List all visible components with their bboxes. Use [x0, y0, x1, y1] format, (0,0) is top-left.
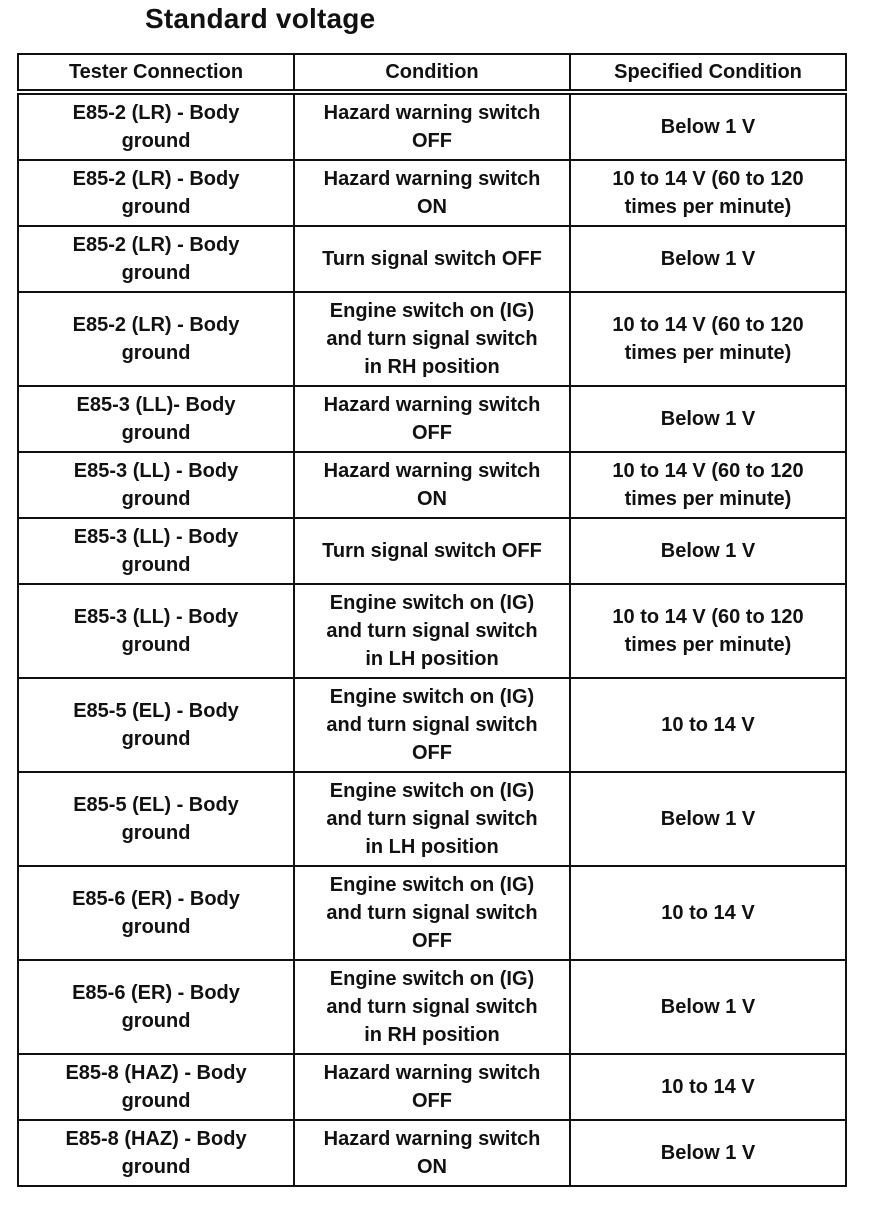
cell-specified-condition: Below 1 V: [570, 1120, 846, 1186]
table-row: [18, 584, 846, 678]
cell-tester-connection: E85-3 (LL)- Body ground: [18, 386, 294, 452]
table-row: [18, 1120, 846, 1186]
table-row: [18, 1054, 846, 1120]
cell-specified-condition: 10 to 14 V: [570, 678, 846, 772]
cell-tester-connection: E85-2 (LR) - Body ground: [18, 92, 294, 160]
cell-specified-condition: Below 1 V: [570, 772, 846, 866]
cell-specified-condition: Below 1 V: [570, 386, 846, 452]
cell-specified-condition: 10 to 14 V: [570, 1054, 846, 1120]
cell-condition: Engine switch on (IG) and turn signal switch OFF: [294, 866, 570, 960]
cell-tester-connection: E85-8 (HAZ) - Body ground: [18, 1054, 294, 1120]
table-row: [18, 292, 846, 386]
table-row: [18, 386, 846, 452]
cell-condition: Hazard warning switch ON: [294, 160, 570, 226]
cell-tester-connection: E85-2 (LR) - Body ground: [18, 292, 294, 386]
cell-condition: Engine switch on (IG) and turn signal switch in RH position: [294, 960, 570, 1054]
cell-tester-connection: E85-8 (HAZ) - Body ground: [18, 1120, 294, 1186]
cell-specified-condition: 10 to 14 V: [570, 866, 846, 960]
table-row: [18, 960, 846, 1054]
header-condition: Condition: [294, 54, 570, 92]
cell-tester-connection: E85-2 (LR) - Body ground: [18, 160, 294, 226]
cell-specified-condition: 10 to 14 V (60 to 120 times per minute): [570, 584, 846, 678]
table-row: [18, 226, 846, 292]
cell-tester-connection: E85-5 (EL) - Body ground: [18, 772, 294, 866]
cell-condition: Hazard warning switch OFF: [294, 92, 570, 160]
table-row: [18, 518, 846, 584]
cell-condition: Turn signal switch OFF: [294, 226, 570, 292]
cell-condition: Engine switch on (IG) and turn signal switch in RH position: [294, 292, 570, 386]
cell-condition: Hazard warning switch OFF: [294, 1054, 570, 1120]
header-tester-connection: Tester Connection: [18, 54, 294, 92]
cell-tester-connection: E85-3 (LL) - Body ground: [18, 518, 294, 584]
cell-specified-condition: Below 1 V: [570, 226, 846, 292]
page-title: Standard voltage: [145, 3, 376, 34]
cell-tester-connection: E85-3 (LL) - Body ground: [18, 452, 294, 518]
cell-tester-connection: E85-5 (EL) - Body ground: [18, 678, 294, 772]
table-row: [18, 452, 846, 518]
cell-specified-condition: 10 to 14 V (60 to 120 times per minute): [570, 160, 846, 226]
cell-specified-condition: Below 1 V: [570, 518, 846, 584]
cell-condition: Hazard warning switch ON: [294, 1120, 570, 1186]
cell-specified-condition: 10 to 14 V (60 to 120 times per minute): [570, 452, 846, 518]
cell-specified-condition: Below 1 V: [570, 92, 846, 160]
standard-voltage-table: [17, 53, 847, 1187]
cell-condition: Engine switch on (IG) and turn signal switch in LH position: [294, 584, 570, 678]
table-row: [18, 772, 846, 866]
cell-tester-connection: E85-6 (ER) - Body ground: [18, 960, 294, 1054]
cell-specified-condition: Below 1 V: [570, 960, 846, 1054]
table-row: [18, 160, 846, 226]
header-specified-condition: Specified Condition: [570, 54, 846, 92]
table-row: [18, 866, 846, 960]
cell-condition: Engine switch on (IG) and turn signal switch in LH position: [294, 772, 570, 866]
table-header-row: [18, 54, 846, 92]
table-row: [18, 92, 846, 160]
cell-condition: Hazard warning switch OFF: [294, 386, 570, 452]
cell-tester-connection: E85-3 (LL) - Body ground: [18, 584, 294, 678]
cell-tester-connection: E85-6 (ER) - Body ground: [18, 866, 294, 960]
cell-condition: Turn signal switch OFF: [294, 518, 570, 584]
cell-tester-connection: E85-2 (LR) - Body ground: [18, 226, 294, 292]
cell-condition: Engine switch on (IG) and turn signal switch OFF: [294, 678, 570, 772]
cell-specified-condition: 10 to 14 V (60 to 120 times per minute): [570, 292, 846, 386]
cell-condition: Hazard warning switch ON: [294, 452, 570, 518]
table-row: [18, 678, 846, 772]
